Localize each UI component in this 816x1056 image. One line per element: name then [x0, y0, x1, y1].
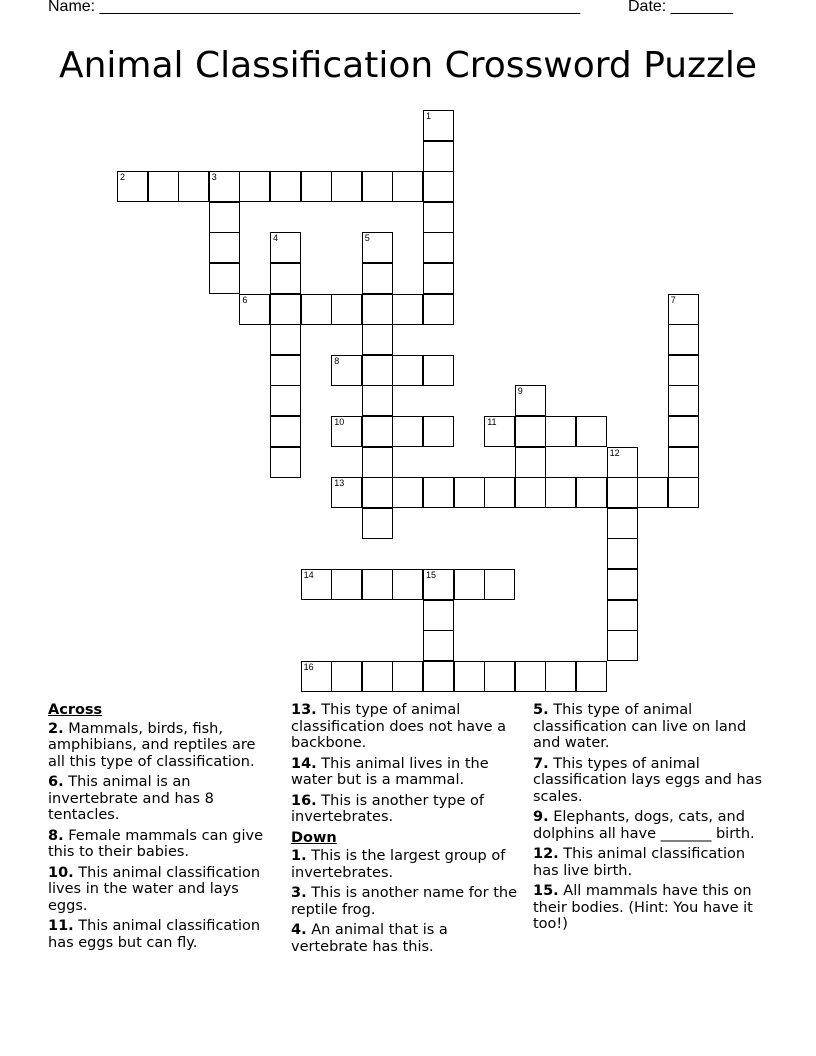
crossword-cell[interactable] [423, 171, 454, 202]
crossword-cell[interactable] [270, 324, 301, 355]
clue-text: This is the largest group of invertebrates. [291, 848, 506, 881]
crossword-cell[interactable] [331, 661, 362, 692]
crossword-cell[interactable] [545, 477, 576, 508]
clue-across-2 [48, 721, 273, 771]
clue-text: This type of animal classification can live on land and water. [533, 702, 747, 751]
clue-text: This is another type of invertebrates. [291, 792, 485, 825]
clue-down-7 [533, 756, 769, 806]
crossword-cell[interactable] [668, 324, 699, 355]
crossword-cell[interactable] [423, 202, 454, 233]
crossword-cell[interactable] [301, 171, 332, 202]
cell-number: 15 [426, 570, 437, 580]
clue-number: 8. [48, 827, 64, 844]
crossword-cell[interactable] [270, 232, 301, 263]
clue-number: 10. [48, 864, 74, 881]
crossword-cell[interactable] [270, 385, 301, 416]
crossword-cell[interactable] [607, 477, 638, 508]
cell-number: 3 [211, 172, 217, 183]
crossword-cell[interactable] [515, 477, 546, 508]
crossword-cell[interactable] [209, 171, 240, 202]
clue-down-5 [533, 702, 769, 752]
crossword-cell[interactable] [423, 416, 454, 447]
crossword-cell[interactable] [270, 355, 301, 386]
crossword-cell[interactable] [117, 171, 148, 202]
cell-number: 7 [670, 294, 676, 305]
crossword-cell[interactable] [576, 477, 607, 508]
crossword-cell[interactable] [423, 661, 454, 692]
crossword-cell[interactable] [607, 600, 638, 631]
crossword-cell[interactable] [178, 171, 209, 202]
crossword-cell[interactable] [362, 232, 393, 263]
crossword-cell[interactable] [239, 171, 270, 202]
clue-text: Mammals, birds, fish, amphibians, and reptiles are all this type of classification. [48, 720, 256, 770]
crossword-cell[interactable] [362, 447, 393, 478]
crossword-cell[interactable] [576, 416, 607, 447]
crossword-cell[interactable] [362, 355, 393, 386]
crossword-cell[interactable] [362, 661, 393, 692]
cell-number: 14 [303, 570, 314, 580]
crossword-cell[interactable] [484, 416, 515, 447]
crossword-cell[interactable] [423, 477, 454, 508]
clues-column-1 [48, 702, 273, 955]
down-heading: Down [291, 829, 337, 846]
crossword-cell[interactable] [423, 294, 454, 325]
crossword-cell[interactable] [423, 232, 454, 263]
crossword-cell[interactable] [515, 447, 546, 478]
clue-text: This is another name for the reptile frog. [291, 885, 518, 918]
clue-text: This animal classification has eggs but can fly. [48, 918, 261, 951]
date-field-label[interactable]: Date: _______ [628, 0, 733, 15]
cell-number: 16 [303, 661, 314, 672]
crossword-cell[interactable] [484, 661, 515, 692]
cell-number: 2 [120, 172, 126, 183]
crossword-cell[interactable] [423, 569, 454, 600]
clue-text: All mammals have this on their bodies. (Hint: You have it too!) [533, 883, 753, 932]
crossword-cell[interactable] [362, 385, 393, 416]
crossword-cell[interactable] [209, 202, 240, 233]
crossword-cell[interactable] [362, 294, 393, 325]
clue-down-9 [533, 809, 769, 842]
cell-number: 9 [517, 386, 523, 397]
cell-number: 5 [364, 233, 370, 244]
crossword-cell[interactable] [209, 263, 240, 294]
crossword-cell[interactable] [668, 477, 699, 508]
crossword-cell[interactable] [637, 477, 668, 508]
across-heading: Across [48, 702, 103, 718]
clue-across-8 [48, 828, 273, 861]
crossword-cell[interactable] [484, 477, 515, 508]
crossword-cell[interactable] [668, 294, 699, 325]
crossword-cell[interactable] [392, 477, 423, 508]
crossword-cell[interactable] [331, 171, 362, 202]
crossword-cell[interactable] [331, 416, 362, 447]
clue-across-11 [48, 918, 273, 951]
crossword-cell[interactable] [454, 569, 485, 600]
crossword-cell[interactable] [545, 416, 576, 447]
crossword-cell[interactable] [331, 569, 362, 600]
clue-text: This animal lives in the water but is a mammal. [291, 755, 489, 788]
crossword-cell[interactable] [668, 385, 699, 416]
cell-number: 13 [334, 478, 345, 489]
clue-across-16 [291, 793, 519, 826]
clue-down-12 [533, 846, 769, 879]
crossword-cell[interactable] [362, 171, 393, 202]
crossword-cell[interactable] [423, 263, 454, 294]
crossword-cell[interactable] [362, 324, 393, 355]
clue-number: 1. [291, 848, 307, 864]
clues-column-2 [291, 702, 519, 959]
clues-column-3 [533, 702, 769, 937]
crossword-cell[interactable] [209, 232, 240, 263]
crossword-cell[interactable] [392, 355, 423, 386]
crossword-cell[interactable] [301, 294, 332, 325]
crossword-cell[interactable] [362, 508, 393, 539]
crossword-cell[interactable] [301, 661, 332, 692]
crossword-cell[interactable] [362, 569, 393, 600]
clue-number: 15. [533, 883, 559, 899]
crossword-cell[interactable] [607, 569, 638, 600]
crossword-cell[interactable] [515, 416, 546, 447]
crossword-cell[interactable] [392, 661, 423, 692]
crossword-cell[interactable] [331, 477, 362, 508]
cell-number: 12 [609, 447, 620, 458]
clue-number: 9. [533, 809, 549, 825]
clue-text: This types of animal classification lays eggs and has scales. [533, 755, 763, 805]
crossword-cell[interactable] [362, 416, 393, 447]
crossword-cell[interactable] [301, 569, 332, 600]
clue-text: This animal classification lives in the water and lays eggs. [48, 864, 261, 914]
clue-number: 5. [533, 702, 549, 718]
clue-down-15 [533, 883, 769, 933]
clue-text: This animal is an invertebrate and has 8 tentacles. [48, 774, 214, 823]
crossword-cell[interactable] [331, 355, 362, 386]
clue-number: 7. [533, 755, 549, 772]
page-title: Animal Classification Crossword Puzzle [58, 45, 758, 86]
clue-text: Female mammals can give this to their babies. [48, 827, 263, 860]
cell-number: 10 [334, 417, 345, 427]
crossword-cell[interactable] [392, 416, 423, 447]
clue-number: 12. [533, 846, 559, 862]
crossword-cell[interactable] [454, 477, 485, 508]
crossword-cell[interactable] [423, 600, 454, 631]
crossword-cell[interactable] [270, 294, 301, 325]
clue-number: 6. [48, 774, 64, 790]
crossword-cell[interactable] [362, 477, 393, 508]
crossword-cell[interactable] [423, 355, 454, 386]
cell-number: 8 [334, 355, 340, 366]
clue-across-10 [48, 865, 273, 915]
crossword-cell[interactable] [392, 171, 423, 202]
crossword-cell[interactable] [484, 569, 515, 600]
crossword-cell[interactable] [545, 661, 576, 692]
clue-across-6 [48, 774, 273, 824]
crossword-cell[interactable] [576, 661, 607, 692]
clue-down-4 [291, 922, 519, 955]
clue-text: This animal classification has live birth. [533, 846, 746, 879]
crossword-cell[interactable] [515, 661, 546, 692]
crossword-cell[interactable] [392, 294, 423, 325]
clue-number: 2. [48, 720, 64, 737]
crossword-cell[interactable] [270, 416, 301, 447]
clue-text: Elephants, dogs, cats, and dolphins all have _______ birth. [533, 809, 755, 842]
crossword-cell[interactable] [270, 263, 301, 294]
crossword-cell[interactable] [362, 263, 393, 294]
crossword-cell[interactable] [392, 569, 423, 600]
clue-across-14 [291, 756, 519, 789]
crossword-cell[interactable] [668, 416, 699, 447]
crossword-cell[interactable] [607, 630, 638, 661]
crossword-cell[interactable] [607, 508, 638, 539]
clue-text: This type of animal classification does not have a backbone. [291, 702, 506, 751]
clue-number: 3. [291, 885, 307, 901]
crossword-cell[interactable] [668, 355, 699, 386]
clue-number: 16. [291, 792, 317, 809]
clue-text: An animal that is a vertebrate has this. [291, 922, 448, 955]
crossword-cell[interactable] [423, 141, 454, 172]
clue-number: 14. [291, 755, 317, 772]
crossword-cell[interactable] [423, 110, 454, 141]
crossword-cell[interactable] [331, 294, 362, 325]
name-field-label[interactable]: Name: ______________________________________________________ [48, 0, 581, 15]
crossword-cell[interactable] [239, 294, 270, 325]
cell-number: 11 [487, 417, 497, 427]
crossword-cell[interactable] [607, 538, 638, 569]
crossword-cell[interactable] [607, 447, 638, 478]
clue-down-1 [291, 848, 519, 881]
clue-number: 4. [291, 922, 307, 938]
crossword-cell[interactable] [515, 385, 546, 416]
clue-across-13 [291, 702, 519, 752]
cell-number: 1 [426, 111, 432, 121]
clue-number: 11. [48, 918, 74, 934]
crossword-cell[interactable] [270, 447, 301, 478]
cell-number: 4 [273, 233, 279, 244]
clue-number: 13. [291, 702, 317, 718]
crossword-cell[interactable] [668, 447, 699, 478]
crossword-cell[interactable] [270, 171, 301, 202]
clue-down-3 [291, 885, 519, 918]
crossword-cell[interactable] [423, 630, 454, 661]
crossword-cell[interactable] [454, 661, 485, 692]
crossword-cell[interactable] [148, 171, 179, 202]
cell-number: 6 [242, 294, 248, 305]
